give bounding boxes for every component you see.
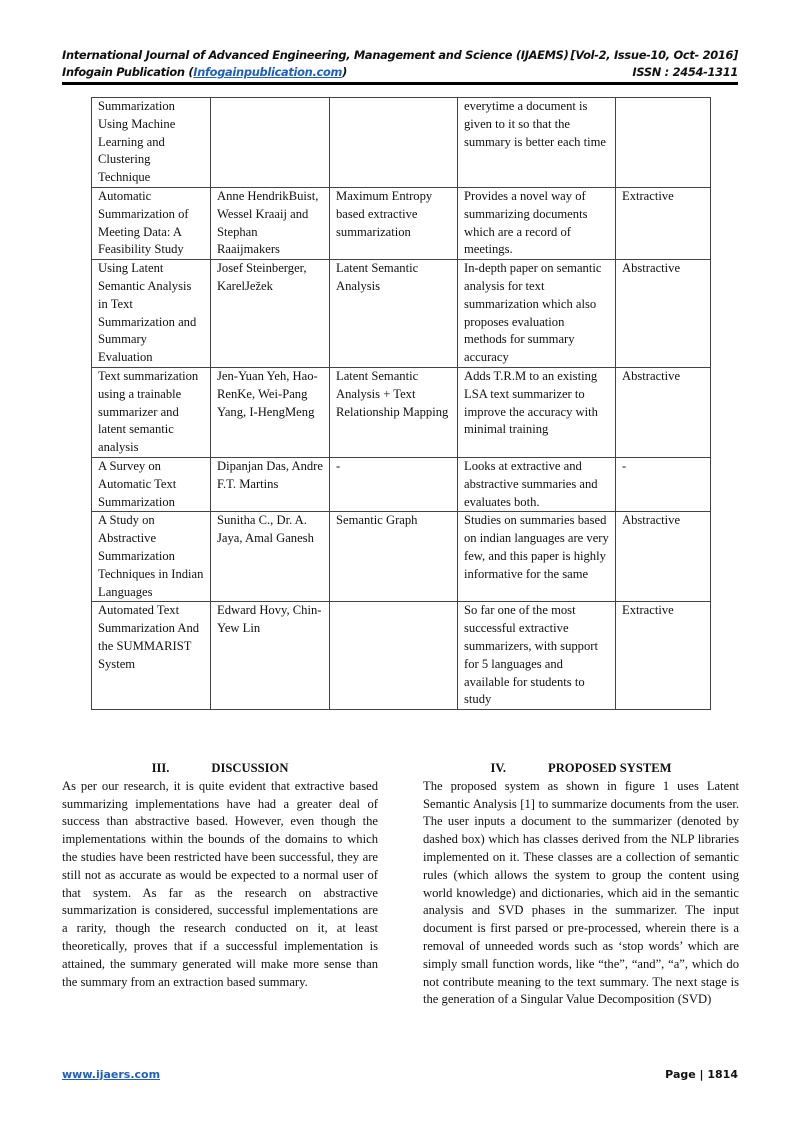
- cell-remarks: Studies on summaries based on indian languages are very few, and this paper is highly informative for the same: [458, 512, 616, 602]
- issn: ISSN : 2454-1311: [632, 65, 738, 79]
- section-number: IV.: [490, 761, 506, 775]
- cell-title: A Survey on Automatic Text Summarization: [92, 457, 211, 511]
- cell-authors: Edward Hovy, Chin-Yew Lin: [211, 602, 330, 710]
- discussion-text: As per our research, it is quite evident that extractive based summarizing implementations have had a greater deal of success than abstractive based. However, even though the implementations within the bounds of the domains to which the studies have been restricted have been successful, they are still not as accurate as would be expected to a normal user of that system. As far as the research on abstractive summarization is considered, successful implementations are a rarity, though the research conducted on it, at least theoretically, proves that if a successful implementation is attained, the summary generated will make more sense than the summary from an extraction based summary.: [62, 778, 378, 989]
- header-rule: [62, 82, 738, 85]
- cell-type: [616, 98, 711, 188]
- cell-type: Abstractive: [616, 512, 711, 602]
- cell-authors: Jen-Yuan Yeh, Hao-RenKe, Wei-Pang Yang, I-HengMeng: [211, 367, 330, 457]
- cell-technique: Latent Semantic Analysis: [330, 260, 458, 368]
- cell-type: -: [616, 457, 711, 511]
- cell-authors: Sunitha C., Dr. A. Jaya, Amal Ganesh: [211, 512, 330, 602]
- publisher-suffix: ): [342, 65, 347, 79]
- cell-title: Automatic Summarization of Meeting Data: A Feasibility Study: [92, 187, 211, 259]
- cell-authors: Dipanjan Das, Andre F.T. Martins: [211, 457, 330, 511]
- cell-technique: Latent Semantic Analysis + Text Relationship Mapping: [330, 367, 458, 457]
- table-row: [92, 187, 711, 259]
- page-number: Page | 1814: [665, 1068, 738, 1081]
- cell-type: Extractive: [616, 602, 711, 710]
- section-title: DISCUSSION: [211, 761, 289, 775]
- table-row: [92, 367, 711, 457]
- cell-technique: [330, 602, 458, 710]
- literature-table: [91, 97, 711, 710]
- cell-remarks: everytime a document is given to it so that the summary is better each time: [458, 98, 616, 188]
- cell-title: Automated Text Summarization And the SUMMARIST System: [92, 602, 211, 710]
- proposed-system-section: [423, 760, 739, 1009]
- table-row: [92, 260, 711, 368]
- cell-type: Abstractive: [616, 260, 711, 368]
- cell-technique: -: [330, 457, 458, 511]
- cell-type: Extractive: [616, 187, 711, 259]
- cell-remarks: Provides a novel way of summarizing documents which are a record of meetings.: [458, 187, 616, 259]
- publisher-link[interactable]: Infogainpublication.com: [193, 65, 343, 79]
- page-header: [62, 47, 738, 81]
- table-row: [92, 98, 711, 188]
- journal-title: International Journal of Advanced Engineering, Management and Science (IJAEMS): [62, 48, 569, 62]
- section-number: III.: [151, 761, 170, 775]
- cell-title: Summarization Using Machine Learning and Clustering Technique: [92, 98, 211, 188]
- cell-title: Text summarization using a trainable summarizer and latent semantic analysis: [92, 367, 211, 457]
- cell-authors: [211, 98, 330, 188]
- cell-remarks: So far one of the most successful extractive summarizers, with support for 5 languages and available for students to study: [458, 602, 616, 710]
- cell-type: Abstractive: [616, 367, 711, 457]
- proposed-heading: [423, 760, 739, 778]
- table-row: [92, 457, 711, 511]
- cell-authors: Anne HendrikBuist, Wessel Kraaij and Stephan Raaijmakers: [211, 187, 330, 259]
- cell-remarks: Looks at extractive and abstractive summaries and evaluates both.: [458, 457, 616, 511]
- proposed-text: The proposed system as shown in figure 1 uses Latent Semantic Analysis [1] to summarize documents from the user. The user inputs a document to the summarizer (denoted by dashed box) which has classes derived from the NLP libraries implemented on it. These classes are a collection of semantic rules (which allows the system to group the content using world knowledge) and dictionaries, which aid in the semantic analysis and SVD phases in the summarizer. The input document is first parsed or pre-processed, wherein there is a removal of unneeded words such as ‘stop words’ which are simply small function words, like “the”, “and”, “a”, which do not contribute meaning to the text summary. The next stage is the generation of a Singular Value Decomposition (SVD): [423, 778, 739, 1007]
- table-row: [92, 512, 711, 602]
- cell-authors: Josef Steinberger, KarelJežek: [211, 260, 330, 368]
- cell-title: A Study on Abstractive Summarization Techniques in Indian Languages: [92, 512, 211, 602]
- site-link[interactable]: www.ijaers.com: [62, 1068, 161, 1081]
- publisher-prefix: Infogain Publication (: [62, 65, 194, 79]
- discussion-heading: [62, 760, 378, 778]
- cell-title: Using Latent Semantic Analysis in Text Summarization and Summary Evaluation: [92, 260, 211, 368]
- cell-technique: Maximum Entropy based extractive summarization: [330, 187, 458, 259]
- cell-remarks: In-depth paper on semantic analysis for text summarization which also proposes evaluation methods for summary accuracy: [458, 260, 616, 368]
- page-footer: [62, 1068, 738, 1081]
- cell-technique: [330, 98, 458, 188]
- table-row: [92, 602, 711, 710]
- section-title: PROPOSED SYSTEM: [548, 761, 672, 775]
- discussion-section: [62, 760, 378, 991]
- cell-remarks: Adds T.R.M to an existing LSA text summarizer to improve the accuracy with minimal training: [458, 367, 616, 457]
- cell-technique: Semantic Graph: [330, 512, 458, 602]
- publisher: [62, 64, 347, 81]
- volume-info: [Vol-2, Issue-10, Oct- 2016]: [570, 48, 738, 62]
